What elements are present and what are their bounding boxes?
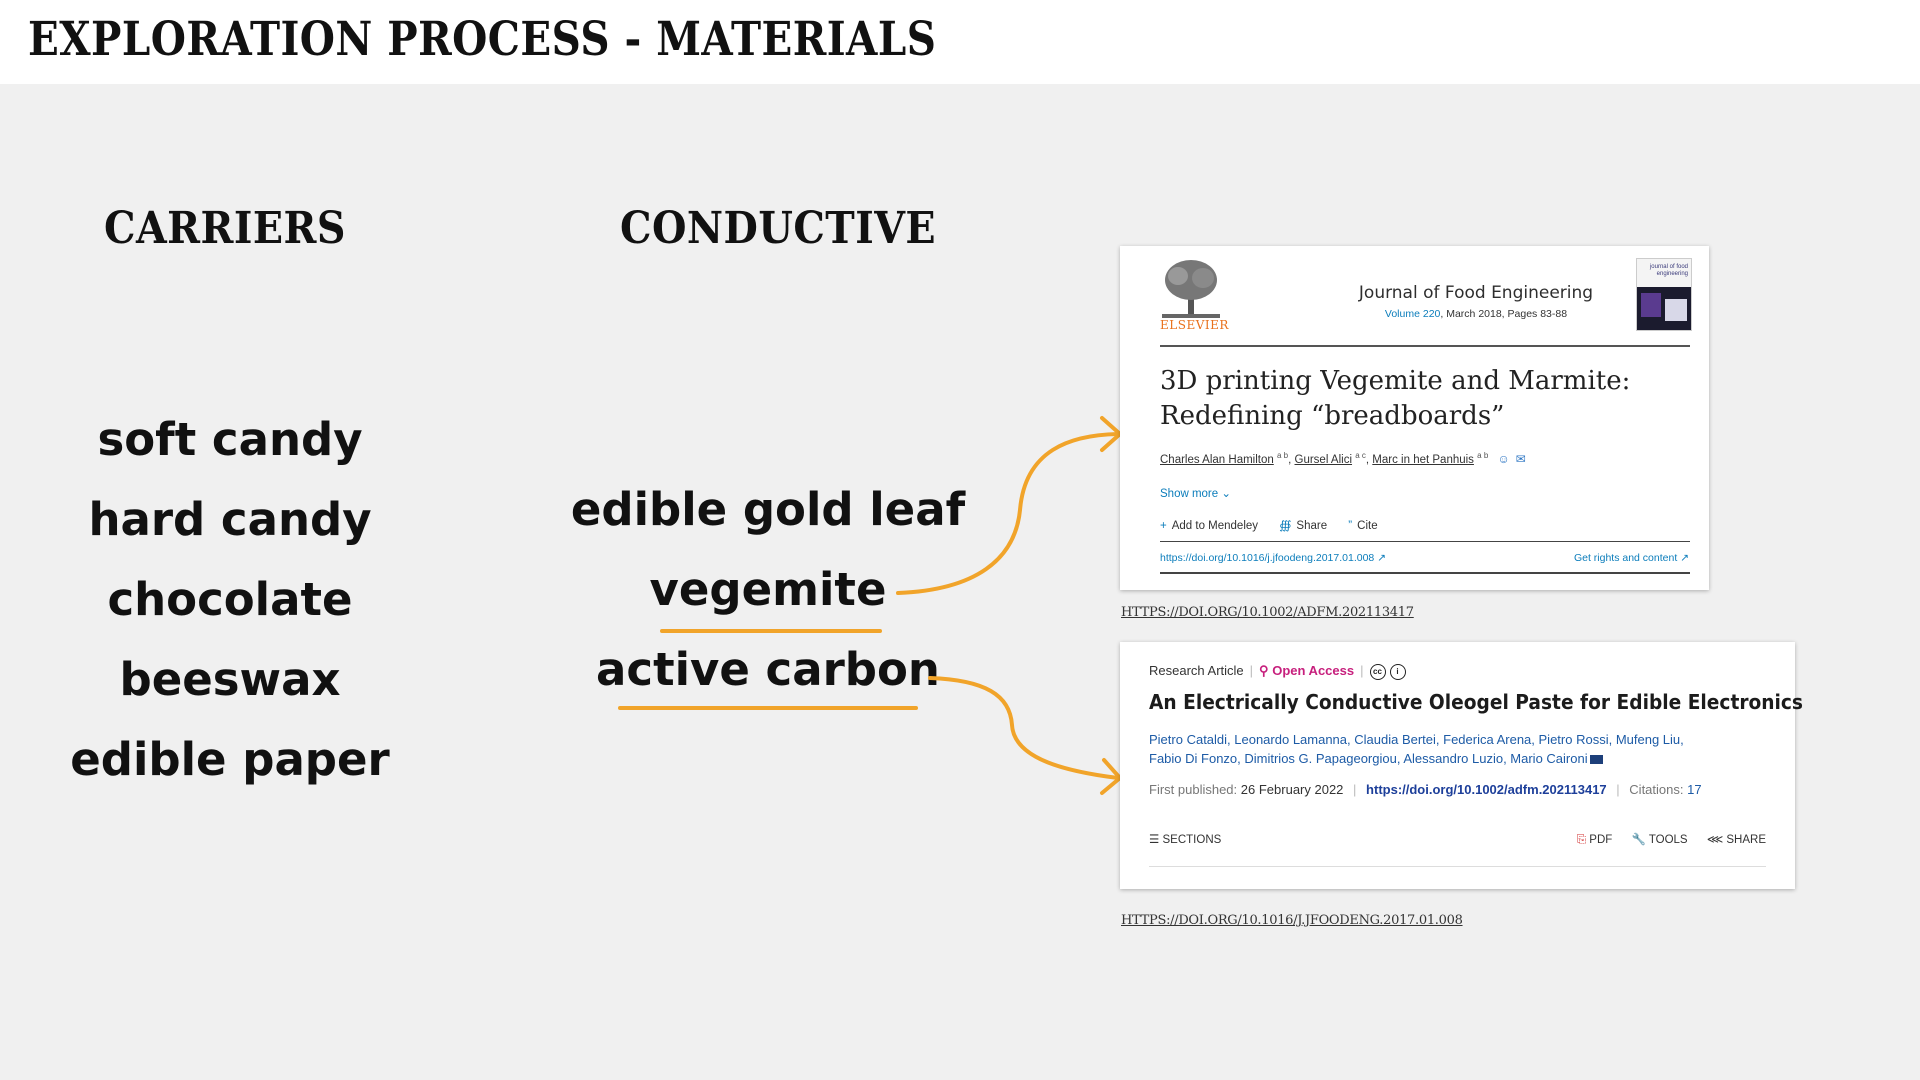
conductive-item-vegemite: vegemite (649, 563, 887, 616)
add-to-mendeley-button[interactable]: + Add to Mendeley (1160, 520, 1259, 532)
elsevier-wordmark: ELSEVIER (1160, 318, 1229, 332)
cite-button[interactable]: ” Cite (1348, 520, 1378, 532)
show-more-link[interactable]: Show more ⌄ (1160, 488, 1232, 500)
bottom-divider (1160, 572, 1690, 574)
journal-cover-thumbnail[interactable] (1636, 258, 1692, 331)
open-access-badge: ⚲ Open Access (1259, 663, 1355, 678)
pdf-button[interactable]: ⎘ PDF (1576, 834, 1613, 846)
slide-title: EXPLORATION PROCESS - MATERIALS (28, 12, 937, 67)
creative-commons-icon[interactable]: cc (1370, 664, 1386, 680)
carrier-item: beeswax (119, 653, 341, 706)
active-carbon-arrow (930, 678, 1118, 778)
doi-link[interactable]: https://doi.org/10.1002/adfm.202113417 (1366, 782, 1607, 797)
doi-link[interactable]: https://doi.org/10.1016/j.jfoodeng.2017.01.008 ↗ (1160, 552, 1386, 564)
rights-link[interactable]: Get rights and content ↗ (1573, 552, 1689, 564)
actions-divider (1160, 541, 1690, 542)
article-meta: Research Article | ⚲ Open Access | cc i (1149, 663, 1410, 680)
publication-info: First published: 26 February 2022 | https://doi.org/10.1002/adfm.202113417 | Citations: 17 (1149, 782, 1702, 797)
envelope-icon[interactable] (1590, 755, 1603, 764)
author-link[interactable]: Marc in het Panhuis (1372, 453, 1474, 466)
source-link[interactable]: HTTPS://DOI.ORG/10.1016/J.JFOODENG.2017.01.008 (1121, 913, 1463, 928)
tools-button[interactable]: 🔧 TOOLS (1631, 834, 1688, 846)
envelope-icon[interactable]: ✉ (1515, 451, 1526, 466)
lock-icon: ⚲ (1259, 663, 1269, 678)
share-button[interactable]: ⋘ SHARE (1706, 834, 1766, 846)
paper-card-vegemite[interactable] (1120, 246, 1709, 590)
attribution-icon[interactable]: i (1390, 664, 1406, 680)
chevron-down-icon: ⌄ (1221, 488, 1232, 500)
author-link[interactable]: Charles Alan Hamilton (1160, 453, 1274, 466)
pdf-icon: ⎘ (1576, 834, 1587, 846)
author-list[interactable]: Pietro Cataldi, Leonardo Lamanna, Claudia Bertei, Federica Arena, Pietro Rossi, Mufeng Liu, Fabio Di Fonzo, Dimitrios G. Papageorgiou, Alessandro Luzio, Mario Caironi (1149, 732, 1684, 766)
share-button[interactable]: ∰ Share (1279, 520, 1328, 532)
wrench-icon: 🔧 (1631, 834, 1646, 846)
header-divider (1160, 345, 1690, 347)
source-link[interactable]: HTTPS://DOI.ORG/10.1002/ADFM.202113417 (1121, 605, 1414, 620)
external-link-icon: ↗ (1377, 552, 1386, 564)
journal-name[interactable]: Journal of Food Engineering (1358, 283, 1594, 303)
author-link[interactable]: Gursel Alici (1294, 453, 1353, 466)
carriers-heading: CARRIERS (104, 203, 346, 254)
share-icon: ∰ (1279, 520, 1292, 532)
person-icon[interactable]: ☺ (1497, 451, 1510, 466)
article-title: 3D printing Vegemite and Marmite: Redefining “breadboards” (1160, 366, 1631, 431)
paper-card-oleogel[interactable] (1120, 642, 1804, 889)
external-link-icon: ↗ (1680, 552, 1689, 564)
carrier-item: soft candy (97, 413, 363, 466)
article-actions (1160, 518, 1396, 532)
sections-button[interactable]: ☰ SECTIONS (1149, 834, 1222, 846)
conductive-item-active-carbon: active carbon (596, 643, 940, 696)
quote-icon: ” (1348, 520, 1353, 532)
article-title: An Electrically Conductive Oleogel Paste for Edible Electronics (1149, 690, 1804, 714)
share-icon: ⋘ (1706, 834, 1724, 846)
vegemite-arrow (898, 434, 1118, 593)
toolbar-divider (1149, 866, 1766, 867)
carrier-item: edible paper (70, 733, 390, 786)
conductive-heading: CONDUCTIVE (620, 203, 937, 254)
carrier-item: hard candy (88, 493, 372, 546)
plus-icon: + (1160, 520, 1167, 532)
author-list: Charles Alan Hamilton $^{a b}$, Gursel Alici $^{a c}$, Marc in het Panhuis $^{a b}$ ☺ ✉ (1160, 451, 1526, 466)
volume-link[interactable]: Volume 220 (1384, 308, 1441, 320)
cover-text: journal of food engineering (1649, 264, 1688, 277)
conductive-item: edible gold leaf (570, 483, 966, 536)
article-type: Research Article (1149, 663, 1244, 678)
carrier-item: chocolate (107, 573, 353, 626)
list-icon: ☰ (1149, 834, 1160, 846)
citations-count[interactable]: 17 (1687, 782, 1702, 797)
journal-issue: Volume 220, March 2018, Pages 83-88 (1384, 308, 1568, 320)
